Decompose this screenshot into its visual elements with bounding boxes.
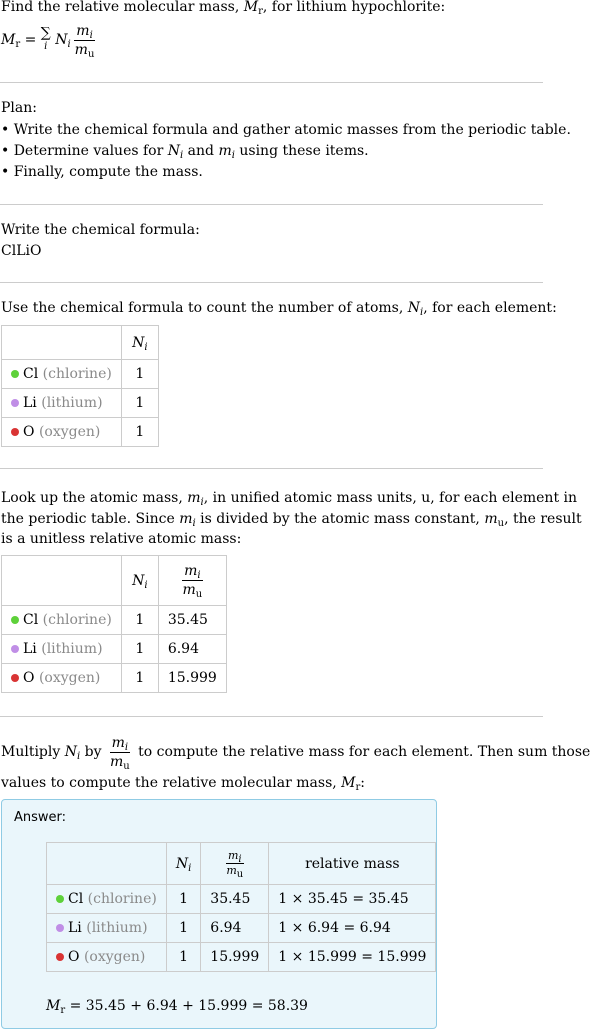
header-n: $N_i$ bbox=[166, 843, 200, 885]
element-cell: Cl (chlorine) bbox=[2, 606, 122, 635]
header-empty bbox=[2, 326, 122, 360]
plan-item-3: • Finally, compute the mass. bbox=[1, 164, 203, 180]
element-cell: O (oxygen) bbox=[2, 664, 122, 693]
count-cell: 1 bbox=[121, 360, 158, 389]
count-cell: 1 bbox=[166, 943, 200, 972]
header-empty bbox=[2, 556, 122, 606]
header-relative-mass: relative mass bbox=[269, 843, 436, 885]
table-row bbox=[2, 635, 227, 664]
count-cell: 1 bbox=[166, 914, 200, 943]
header-empty bbox=[47, 843, 167, 885]
answer-box bbox=[1, 799, 437, 1029]
oxygen-dot-icon bbox=[11, 428, 19, 436]
relative-mass-cell: 1 × 35.45 = 35.45 bbox=[269, 885, 436, 914]
plan-item-1: • Write the chemical formula and gather atomic masses from the periodic table. bbox=[1, 122, 571, 138]
count-cell: 1 bbox=[166, 885, 200, 914]
element-cell: Li (lithium) bbox=[2, 635, 122, 664]
divider bbox=[0, 468, 543, 469]
lithium-dot-icon bbox=[56, 924, 64, 932]
plan-heading: Plan: bbox=[1, 100, 37, 116]
divider bbox=[0, 282, 543, 283]
multiply-line-1: Multiply $N_i$ by $\frac{m_i}{m_u}$ to compute the relative mass for each element. Then sum those bbox=[1, 734, 590, 772]
mass-cell: 15.999 bbox=[158, 664, 226, 693]
count-cell: 1 bbox=[121, 389, 158, 418]
mass-cell: 35.45 bbox=[201, 885, 269, 914]
lookup-line-1: Look up the atomic mass, $m_i$, in unified atomic mass units, u, for each element in bbox=[1, 490, 578, 508]
element-cell: Li (lithium) bbox=[2, 389, 122, 418]
divider bbox=[0, 716, 543, 717]
lookup-line-2: the periodic table. Since $m_i$ is divided by the atomic mass constant, $m_u$, the result bbox=[1, 511, 582, 529]
mass-cell: 6.94 bbox=[201, 914, 269, 943]
mass-formula: $M_r$ = ∑ i $N_i$ $\frac{m_i}{m_u}$ bbox=[1, 22, 95, 60]
table-row bbox=[47, 885, 436, 914]
table-row bbox=[2, 664, 227, 693]
multiply-line-2: values to compute the relative molecular mass, $M_r$: bbox=[1, 775, 366, 793]
lookup-line-3: is a unitless relative atomic mass: bbox=[1, 531, 242, 547]
table-row bbox=[47, 914, 436, 943]
plan-item-2: • Determine values for $N_i$ and $m_i$ using these items. bbox=[1, 143, 369, 161]
mass-cell: 15.999 bbox=[201, 943, 269, 972]
table-row bbox=[2, 418, 159, 447]
lithium-dot-icon bbox=[11, 399, 19, 407]
oxygen-dot-icon bbox=[56, 953, 64, 961]
final-result: $M_r = 35.45 + 6.94 + 15.999 = 58.39$ bbox=[46, 998, 308, 1016]
count-text: Use the chemical formula to count the number of atoms, $N_i$, for each element: bbox=[1, 300, 557, 318]
count-cell: 1 bbox=[121, 606, 158, 635]
header-mass-ratio: $\frac{m_i}{m_u}$ bbox=[158, 556, 226, 606]
table-row bbox=[2, 389, 159, 418]
divider bbox=[0, 82, 543, 83]
relative-mass-cell: 1 × 6.94 = 6.94 bbox=[269, 914, 436, 943]
chemical-formula: ClLiO bbox=[1, 243, 42, 259]
answer-label: Answer: bbox=[14, 810, 67, 825]
chlorine-dot-icon bbox=[11, 370, 19, 378]
chlorine-dot-icon bbox=[56, 895, 64, 903]
element-cell: Cl (chlorine) bbox=[47, 885, 167, 914]
intro-line: Find the relative molecular mass, $M_r$, for lithium hypochlorite: bbox=[1, 0, 446, 17]
formula-heading: Write the chemical formula: bbox=[1, 222, 200, 238]
element-cell: Cl (chlorine) bbox=[2, 360, 122, 389]
mass-table bbox=[1, 555, 227, 693]
element-cell: Li (lithium) bbox=[47, 914, 167, 943]
header-n: $N_i$ bbox=[121, 326, 158, 360]
element-cell: O (oxygen) bbox=[47, 943, 167, 972]
mass-cell: 35.45 bbox=[158, 606, 226, 635]
header-mass-ratio: $\frac{m_i}{m_u}$ bbox=[201, 843, 269, 885]
table-row bbox=[47, 943, 436, 972]
count-cell: 1 bbox=[121, 418, 158, 447]
header-n: $N_i$ bbox=[121, 556, 158, 606]
table-row bbox=[2, 606, 227, 635]
count-cell: 1 bbox=[121, 664, 158, 693]
count-table bbox=[1, 325, 159, 447]
mass-cell: 6.94 bbox=[158, 635, 226, 664]
relative-mass-cell: 1 × 15.999 = 15.999 bbox=[269, 943, 436, 972]
count-cell: 1 bbox=[121, 635, 158, 664]
answer-table bbox=[46, 842, 436, 972]
divider bbox=[0, 204, 543, 205]
lithium-dot-icon bbox=[11, 645, 19, 653]
element-cell: O (oxygen) bbox=[2, 418, 122, 447]
table-row bbox=[2, 360, 159, 389]
oxygen-dot-icon bbox=[11, 674, 19, 682]
chlorine-dot-icon bbox=[11, 616, 19, 624]
